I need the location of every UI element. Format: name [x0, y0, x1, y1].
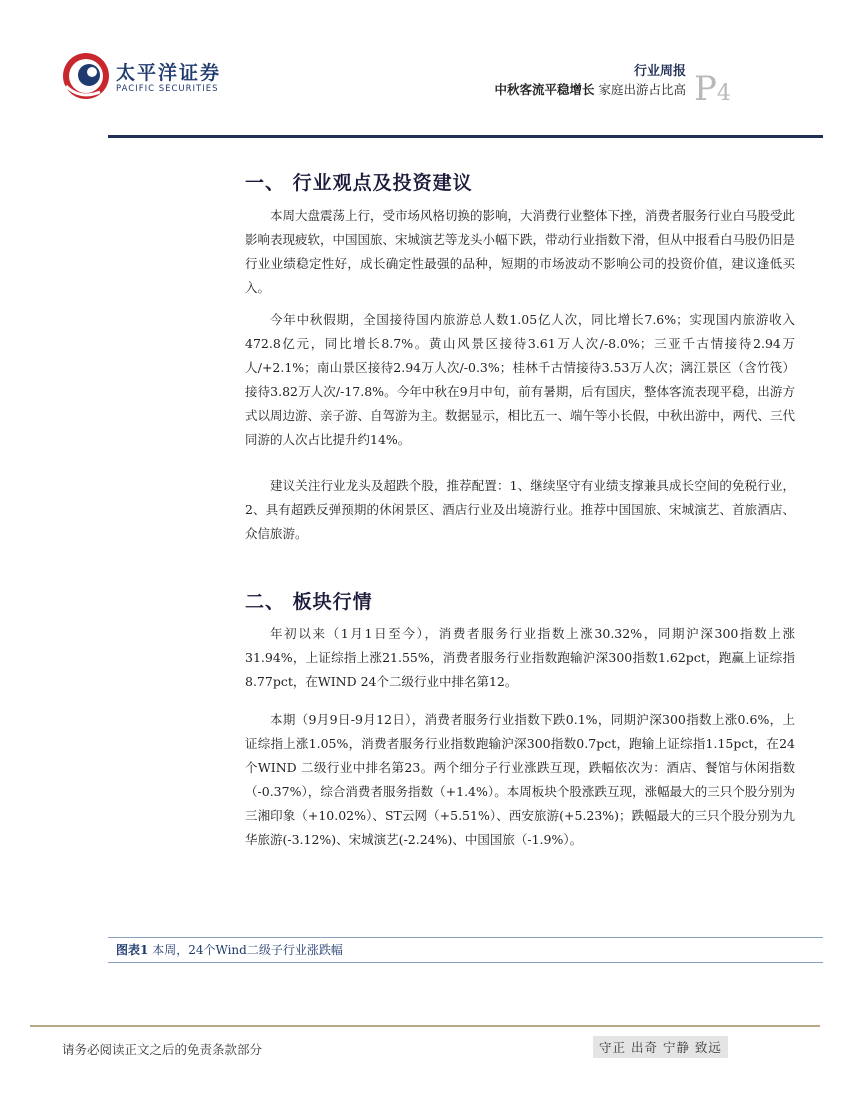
- report-title-rest: 家庭出游占比高: [598, 82, 686, 97]
- footer-disclaimer: 请务必阅读正文之后的免责条款部分: [62, 1042, 263, 1057]
- page-digit: 4: [716, 81, 731, 106]
- figure-caption: [116, 941, 343, 958]
- report-type: 行业周报: [633, 64, 686, 79]
- page-letter: P: [694, 69, 717, 109]
- figure-caption-bar: [108, 937, 823, 963]
- header-divider: [108, 135, 823, 138]
- section-2-paragraph-2: 本期（9月9日-9月12日），消费者服务行业指数下跌0.1%，同期沪深300指数上涨0.6%，上证综指上涨1.05%，消费者服务行业指数跑输沪深300指数0.7pct，跑输上证综指1.15pct，在24个WIND 二级行业中排名第23。两个细分子行业涨跌互现，跌幅依次为：酒店、餐馆与休闲指数（-0.37%），综合消费者服务指数（+1.4%）。本周板块个股涨跌互现，涨幅最大的三只个股分别为三湘印象（+10.02%）、ST云网（+5.51%）、西安旅游(+5.23%)；跌幅最大的三只个股分别为九华旅游(-3.12%)、宋城演艺(-2.24%)、中国国旅（-1.9%）。: [245, 712, 795, 847]
- section-1-paragraph-2: 今年中秋假期，全国接待国内旅游总人数1.05亿人次，同比增长7.6%；实现国内旅游收入472.8亿元，同比增长8.7%。黄山风景区接待3.61万人次/-8.0%；三亚千古情接待2.94万人/+2.1%；南山景区接待2.94万人次/-0.3%；桂林千古情接待3.53万人次；漓江景区（含竹筏）接待3.82万人次/-17.8%。今年中秋在9月中旬，前有暑期，后有国庆，整体客流表现平稳，出游方式以周边游、亲子游、自驾游为主。数据显示，相比五一、端午等小长假，中秋出游中，两代、三代同游的人次占比提升约14%。: [245, 312, 796, 447]
- logo-english-name: PACIFIC SECURITIES: [116, 84, 219, 94]
- report-subtitle: [494, 80, 686, 98]
- company-logo: [60, 46, 230, 106]
- section-heading-1: 一、 行业观点及投资建议: [245, 172, 473, 194]
- section-heading-2: 二、 板块行情: [245, 591, 373, 613]
- section-2-paragraph-1: 年初以来（1月1日至今），消费者服务行业指数上涨30.32%，同期沪深300指数上涨31.94%，上证综指上涨21.55%，消费者服务行业指数跑输沪深300指数1.62pct，跑赢上证综指8.77pct，在WIND 24个二级行业中排名第12。: [245, 626, 795, 689]
- footer-divider: [30, 1025, 820, 1027]
- logo-chinese-name: 太平洋证券: [116, 62, 222, 84]
- figure-caption-text: 本周，24个Wind二级子行业涨跌幅: [152, 943, 343, 957]
- page-number: [694, 69, 731, 111]
- logo-emblem-icon: [60, 50, 112, 102]
- section-1-paragraph-1: 本周大盘震荡上行，受市场风格切换的影响，大消费行业整体下挫，消费者服务行业白马股受此影响表现疲软，中国国旅、宋城演艺等龙头小幅下跌，带动行业指数下滑，但从中报看白马股仍旧是行业业绩稳定性好，成长确定性最强的品种，短期的市场波动不影响公司的投资价值，建议逢低买入。: [245, 208, 796, 295]
- footer-motto: 守正 出奇 宁静 致远: [593, 1036, 728, 1058]
- figure-label: 图表1: [116, 943, 149, 957]
- report-title-bold: 中秋客流平稳增长: [494, 82, 595, 97]
- section-1-paragraph-3: 建议关注行业龙头及超跌个股，推荐配置：1、继续坚守有业绩支撑兼具成长空间的免税行业，2、具有超跌反弹预期的休闲景区、酒店行业及出境游行业。推荐中国国旅、宋城演艺、首旅酒店、众信旅游。: [245, 478, 795, 541]
